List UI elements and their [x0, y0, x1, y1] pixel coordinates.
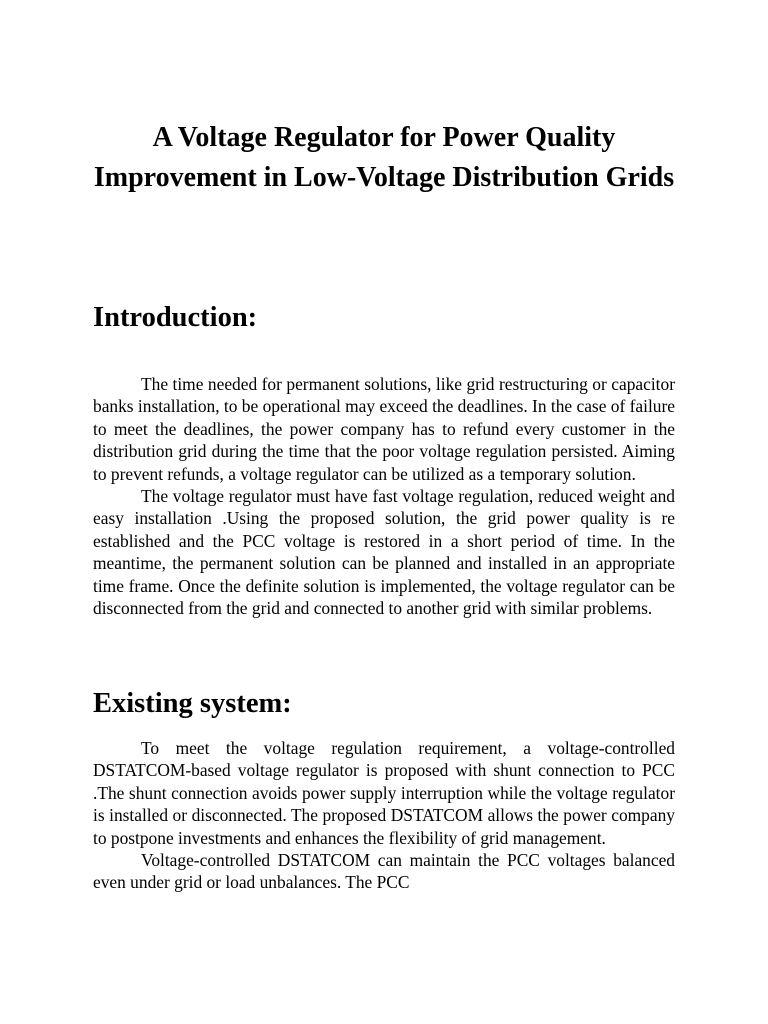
paragraph: Voltage-controlled DSTATCOM can maintain the PCC voltages balanced even under grid or load unbalances. The PCC — [93, 850, 675, 893]
document-title: A Voltage Regulator for Power Quality Improvement in Low-Voltage Distribution Grids — [93, 122, 675, 193]
paragraph: The time needed for permanent solutions, like grid restructuring or capacitor banks installation, to be operational may exceed the deadlines. In the case of failure to meet the deadlines, the power company has to refund every customer in the distribution grid during the time that the poor voltage regulation persisted. Aiming to prevent refunds, a voltage regulator can be utilized as a temporary solution. — [93, 374, 675, 484]
section-existing-system — [93, 737, 675, 894]
section-introduction — [93, 373, 675, 619]
paragraph: To meet the voltage regulation requirement, a voltage-controlled DSTATCOM-based voltage regulator is proposed with shunt connection to PCC .The shunt connection avoids power supply interruption while the voltage regulator is installed or disconnected. The proposed DSTATCOM allows the power company to postpone investments and enhances the flexibility of grid management. — [93, 738, 675, 848]
paragraph: The voltage regulator must have fast voltage regulation, reduced weight and easy installation .Using the proposed solution, the grid power quality is re established and the PCC voltage is restored in a short period of time. In the meantime, the permanent solution can be planned and installed in an appropriate time frame. Once the definite solution is implemented, the voltage regulator can be disconnected from the grid and connected to another grid with similar problems. — [93, 486, 675, 619]
section-heading-existing-system: Existing system: — [93, 688, 292, 719]
section-heading-introduction: Introduction: — [93, 302, 258, 333]
